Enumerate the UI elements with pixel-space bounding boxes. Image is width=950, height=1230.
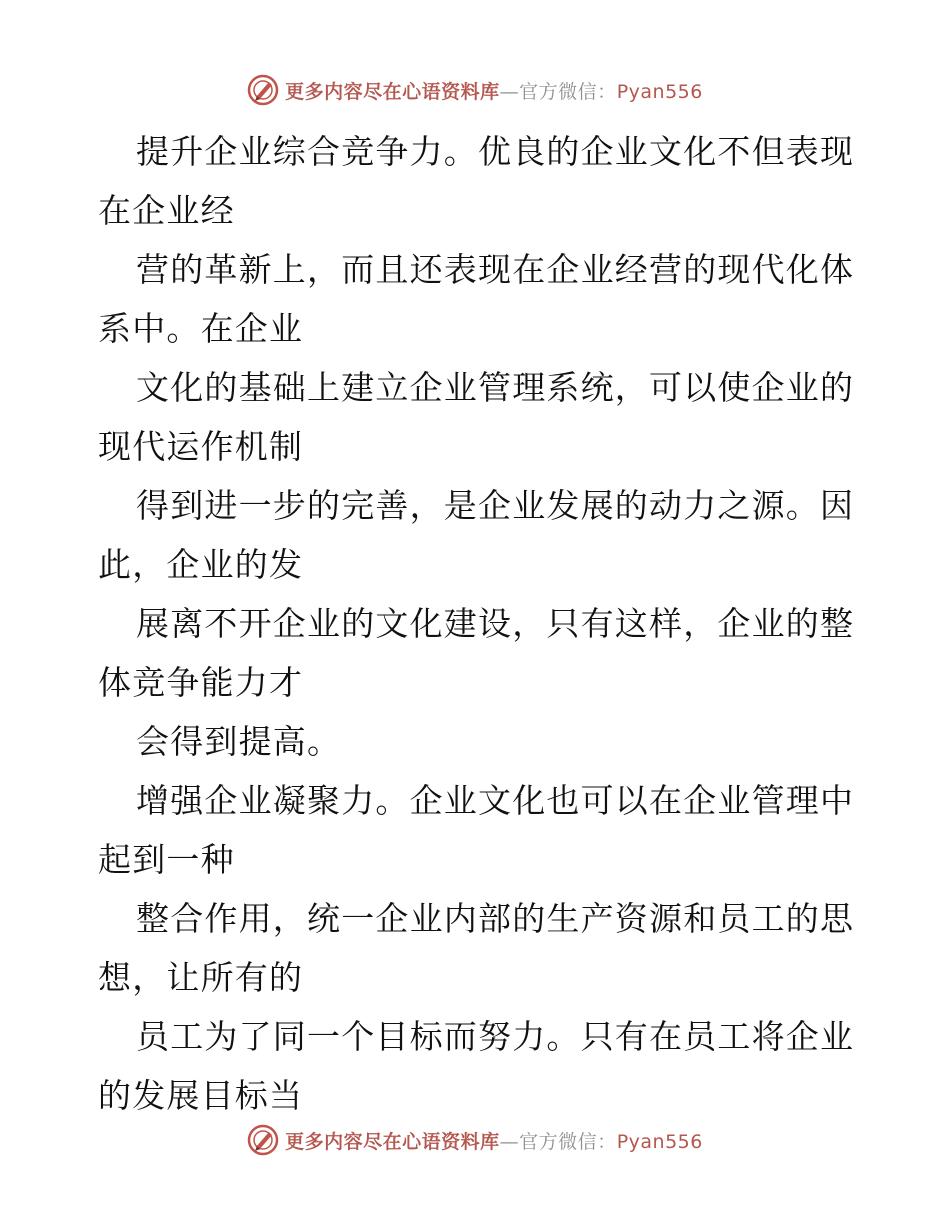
- document-body: [98, 122, 858, 1125]
- footer-watermark: [0, 1120, 950, 1160]
- watermark-separator: —: [499, 80, 520, 103]
- watermark-brand: 更多内容尽在心语资料库: [285, 80, 500, 103]
- text-line: 起到一种: [98, 840, 235, 879]
- text-line: 想，让所有的: [98, 958, 304, 997]
- watermark-wechat-id: Pyan556: [616, 1130, 703, 1153]
- watermark-text: [285, 77, 703, 104]
- watermark-separator: —: [499, 1130, 520, 1153]
- text-line: 整合作用，统一企业内部的生产资源和员工的思: [136, 899, 855, 938]
- text-line: 此，企业的发: [98, 545, 304, 584]
- watermark-official: 官方微信：: [519, 80, 617, 103]
- text-line: 文化的基础上建立企业管理系统，可以使企业的: [136, 368, 855, 407]
- text-line: 增强企业凝聚力。企业文化也可以在企业管理中: [136, 781, 855, 820]
- text-line: 体竞争能力才: [98, 663, 304, 702]
- watermark-text: [285, 1127, 703, 1154]
- brand-logo-icon: [247, 74, 279, 106]
- text-line: 的发展目标当: [98, 1076, 304, 1115]
- text-line: 营的革新上，而且还表现在企业经营的现代化体: [136, 250, 855, 289]
- text-line: 在企业经: [98, 191, 235, 230]
- header-watermark: [0, 70, 950, 110]
- text-line: 展离不开企业的文化建设，只有这样，企业的整: [136, 604, 855, 643]
- watermark-wechat-id: Pyan556: [616, 80, 703, 103]
- brand-logo-icon: [247, 1124, 279, 1156]
- watermark-brand: 更多内容尽在心语资料库: [285, 1130, 500, 1153]
- watermark-official: 官方微信：: [519, 1130, 617, 1153]
- text-line: 会得到提高。: [136, 722, 342, 761]
- text-line: 得到进一步的完善，是企业发展的动力之源。因: [136, 486, 855, 525]
- text-line: 员工为了同一个目标而努力。只有在员工将企业: [136, 1017, 855, 1056]
- text-line: 现代运作机制: [98, 427, 304, 466]
- text-line: 系中。在企业: [98, 309, 304, 348]
- text-line: 提升企业综合竞争力。优良的企业文化不但表现: [136, 132, 855, 171]
